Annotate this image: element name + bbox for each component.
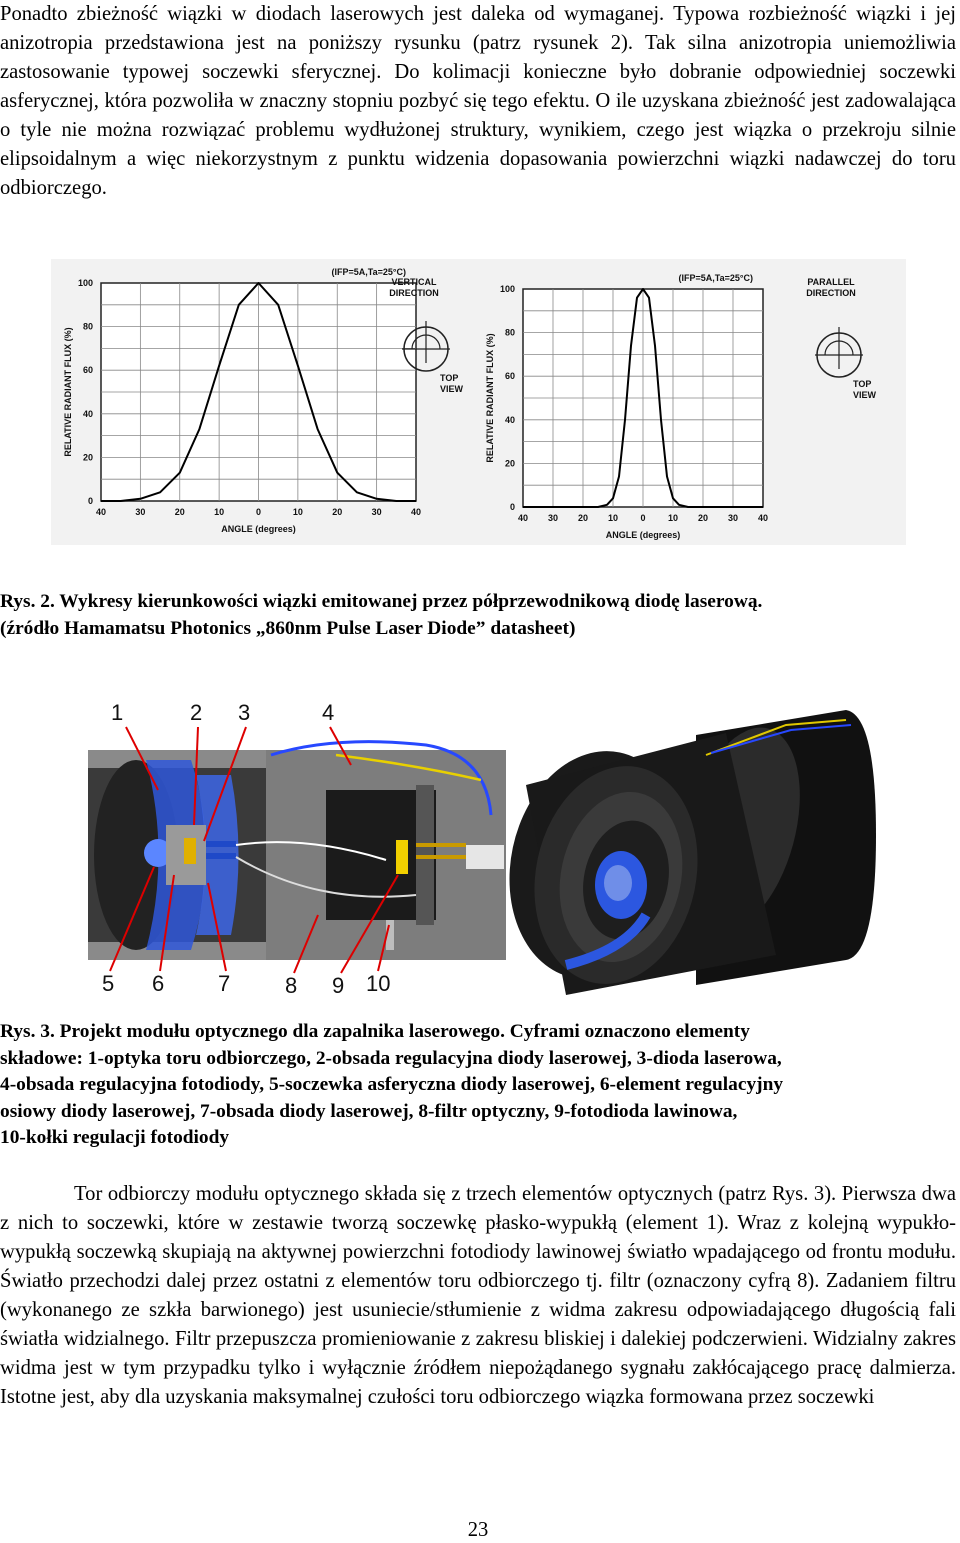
- x-tick-label: 0: [640, 513, 646, 523]
- callout-label: 4: [322, 700, 335, 725]
- text-line: Tak silna anizotropia uniemożliwia zastosowanie typowej soczewki sferycznej. Do kolimacji: [0, 32, 957, 83]
- text-line: ostatni z elementów toru odbiorczego tj. filtr (oznaczony cyfrą 8). Zadaniem filtru: [264, 1270, 956, 1292]
- direction-label-line-1: PARALLEL: [807, 277, 855, 287]
- x-tick-label: 0: [255, 507, 262, 517]
- text-line: konieczne było dobranie odpowiedniej soczewki asferycznej, która pozwoliła w znaczny: [0, 61, 956, 112]
- y-tick-label: 80: [504, 327, 515, 338]
- figure-3-svg: [86, 695, 958, 1000]
- x-tick-label: 10: [292, 507, 303, 517]
- text-line: fotodiody lawinowej światło wpadającego od frontu modułu. Światło przechodzi dalej przez: [0, 1241, 956, 1292]
- caption-line: Rys. 2. Wykresy kierunkowości wiązki emitowanej przez półprzewodnikową diodę laserową.: [0, 591, 763, 612]
- x-tick-label: 10: [607, 513, 619, 523]
- y-tick-label: 40: [82, 408, 93, 419]
- module-3d-view: [489, 710, 876, 999]
- x-tick-label: 40: [95, 507, 107, 517]
- text-line: rozwiązać problemu wydłużonej struktury, wynikiem, czego jest wiązka o przekroju silnie: [161, 119, 956, 141]
- caption-line: 4-obsada regulacyjna fotodiody, 5-soczewka asferyczna diody laserowej, 6-element regulacyjny: [0, 1074, 784, 1095]
- x-tick-label: 10: [667, 513, 679, 523]
- y-tick-label: 60: [82, 365, 93, 376]
- caption-line: Rys. 3. Projekt modułu optycznego dla zapalnika laserowego. Cyframi oznaczono elementy: [0, 1021, 750, 1042]
- figure-3-caption: [0, 1019, 956, 1152]
- callout-label: 10: [366, 971, 391, 996]
- y-tick-label: 20: [82, 452, 93, 463]
- chart-title: (IFP=5A,Ta=25°C): [678, 273, 753, 283]
- text-line: odpowiadającego długością fali światła widzialnego. Filtr przepuszcza promieniowanie z: [0, 1299, 956, 1350]
- y-tick-label: 40: [504, 414, 515, 425]
- intro-paragraph: [0, 0, 956, 203]
- text-line: Ponadto zbieżność wiązki w diodach laserowych jest daleka od wymaganej. Typowa: [0, 3, 740, 25]
- x-tick-label: 20: [332, 507, 343, 517]
- x-tick-label: 10: [214, 507, 225, 517]
- callout-label: 3: [238, 700, 251, 725]
- text-line: stopniu pozbyć się tego efektu. O ile uzyskana zbieżność jest zadowalająca o tyle nie można: [0, 90, 956, 141]
- text-line: (wykonanego ze szkła barwionego) jest usuniecie/stłumienie z widma zakresu: [0, 1299, 678, 1321]
- inset-label-line-1: TOP: [440, 373, 459, 383]
- caption-line: składowe: 1-optyka toru odbiorczego, 2-obsada regulacyjna diody laserowej, 3-dioda laserowa,: [0, 1047, 782, 1069]
- body-paragraph: [0, 1180, 956, 1412]
- inset-label-line-2: VIEW: [853, 390, 877, 400]
- callout-label: 5: [102, 971, 115, 996]
- y-tick-label: 100: [77, 278, 93, 288]
- chart-title: (IFP=5A,Ta=25°C): [331, 267, 406, 277]
- x-tick-label: 30: [371, 507, 382, 517]
- y-axis-label: RELATIVE RADIANT FLUX (%): [485, 333, 495, 463]
- callout-label: 7: [218, 971, 231, 996]
- figure-2-beam-directivity: [51, 259, 906, 545]
- callout-label: 6: [152, 971, 165, 996]
- y-tick-label: 100: [499, 284, 515, 294]
- callout-label: 9: [332, 973, 345, 998]
- direction-label-line-1: VERTICAL: [391, 277, 437, 287]
- y-axis-label: RELATIVE RADIANT FLUX (%): [63, 327, 73, 457]
- caption-line: 10-kołki regulacji fotodiody: [0, 1127, 230, 1148]
- x-tick-label: 20: [577, 513, 589, 523]
- x-axis-label: ANGLE (degrees): [605, 530, 681, 540]
- direction-label-line-2: DIRECTION: [389, 288, 439, 298]
- y-tick-label: 0: [87, 496, 93, 506]
- inset-label-line-1: TOP: [853, 379, 872, 389]
- caption-line: osiowy diody laserowej, 7-obsada diody laserowej, 8-filtr optyczny, 9-fotodioda lawinowa,: [0, 1100, 738, 1122]
- text-line: Rys. 3). Pierwsza dwa z nich to soczewki, które w zestawie tworzą soczewkę płasko-wypukłą: [0, 1183, 956, 1234]
- text-line: Tor odbiorczy modułu optycznego składa się z trzech elementów optycznych (patrz: [74, 1183, 767, 1205]
- figure-3-optical-module: [86, 695, 958, 1000]
- x-tick-label: 20: [174, 507, 185, 517]
- text-line: zakresu bliskiej i dalekiej podczerwieni. Widzialny zakres widma jest w tym przypadku tylko: [0, 1328, 956, 1379]
- page-number: 23: [467, 1519, 489, 1541]
- text-line: dla uzyskania maksymalnej czułości toru odbiorczego wiązka formowana przez soczewki: [134, 1386, 875, 1408]
- callout-label: 8: [285, 973, 298, 998]
- x-tick-label: 30: [135, 507, 146, 517]
- y-tick-label: 60: [504, 371, 515, 382]
- text-line: i wyłącznie źródłem niepożądanego sygnału zakłócającego pracę dalmierza. Istotne jest, aby: [0, 1357, 956, 1408]
- y-tick-label: 0: [509, 502, 515, 512]
- x-tick-label: 30: [727, 513, 739, 523]
- text-line: rozbieżność wiązki i jej anizotropia przedstawiona jest na poniższy rysunku (patrz rysunek 2).: [0, 3, 956, 54]
- x-tick-label: 30: [547, 513, 559, 523]
- x-tick-label: 40: [517, 513, 529, 523]
- caption-line: (źródło Hamamatsu Photonics „860nm Pulse Laser Diode” datasheet): [0, 617, 576, 639]
- y-tick-label: 80: [82, 321, 93, 332]
- text-line: nadawczej do toru odbiorczego.: [0, 148, 956, 199]
- x-tick-label: 40: [410, 507, 422, 517]
- figure-2-svg: [51, 259, 906, 545]
- y-tick-label: 20: [504, 458, 515, 469]
- callout-label: 1: [111, 700, 124, 725]
- callout-label: 2: [190, 700, 203, 725]
- figure-2-caption: [0, 589, 956, 642]
- direction-label-line-2: DIRECTION: [806, 288, 856, 298]
- x-tick-label: 20: [697, 513, 709, 523]
- text-line: elipsoidalnym a więc niekorzystnym z punktu widzenia dopasowania powierzchni wiązki: [0, 148, 785, 170]
- text-line: (element 1). Wraz z kolejną wypukło-wypukłą soczewką skupiają na aktywnej powierzchni: [0, 1212, 957, 1263]
- x-axis-label: ANGLE (degrees): [221, 524, 296, 534]
- x-tick-label: 40: [757, 513, 769, 523]
- inset-label-line-2: VIEW: [440, 384, 464, 394]
